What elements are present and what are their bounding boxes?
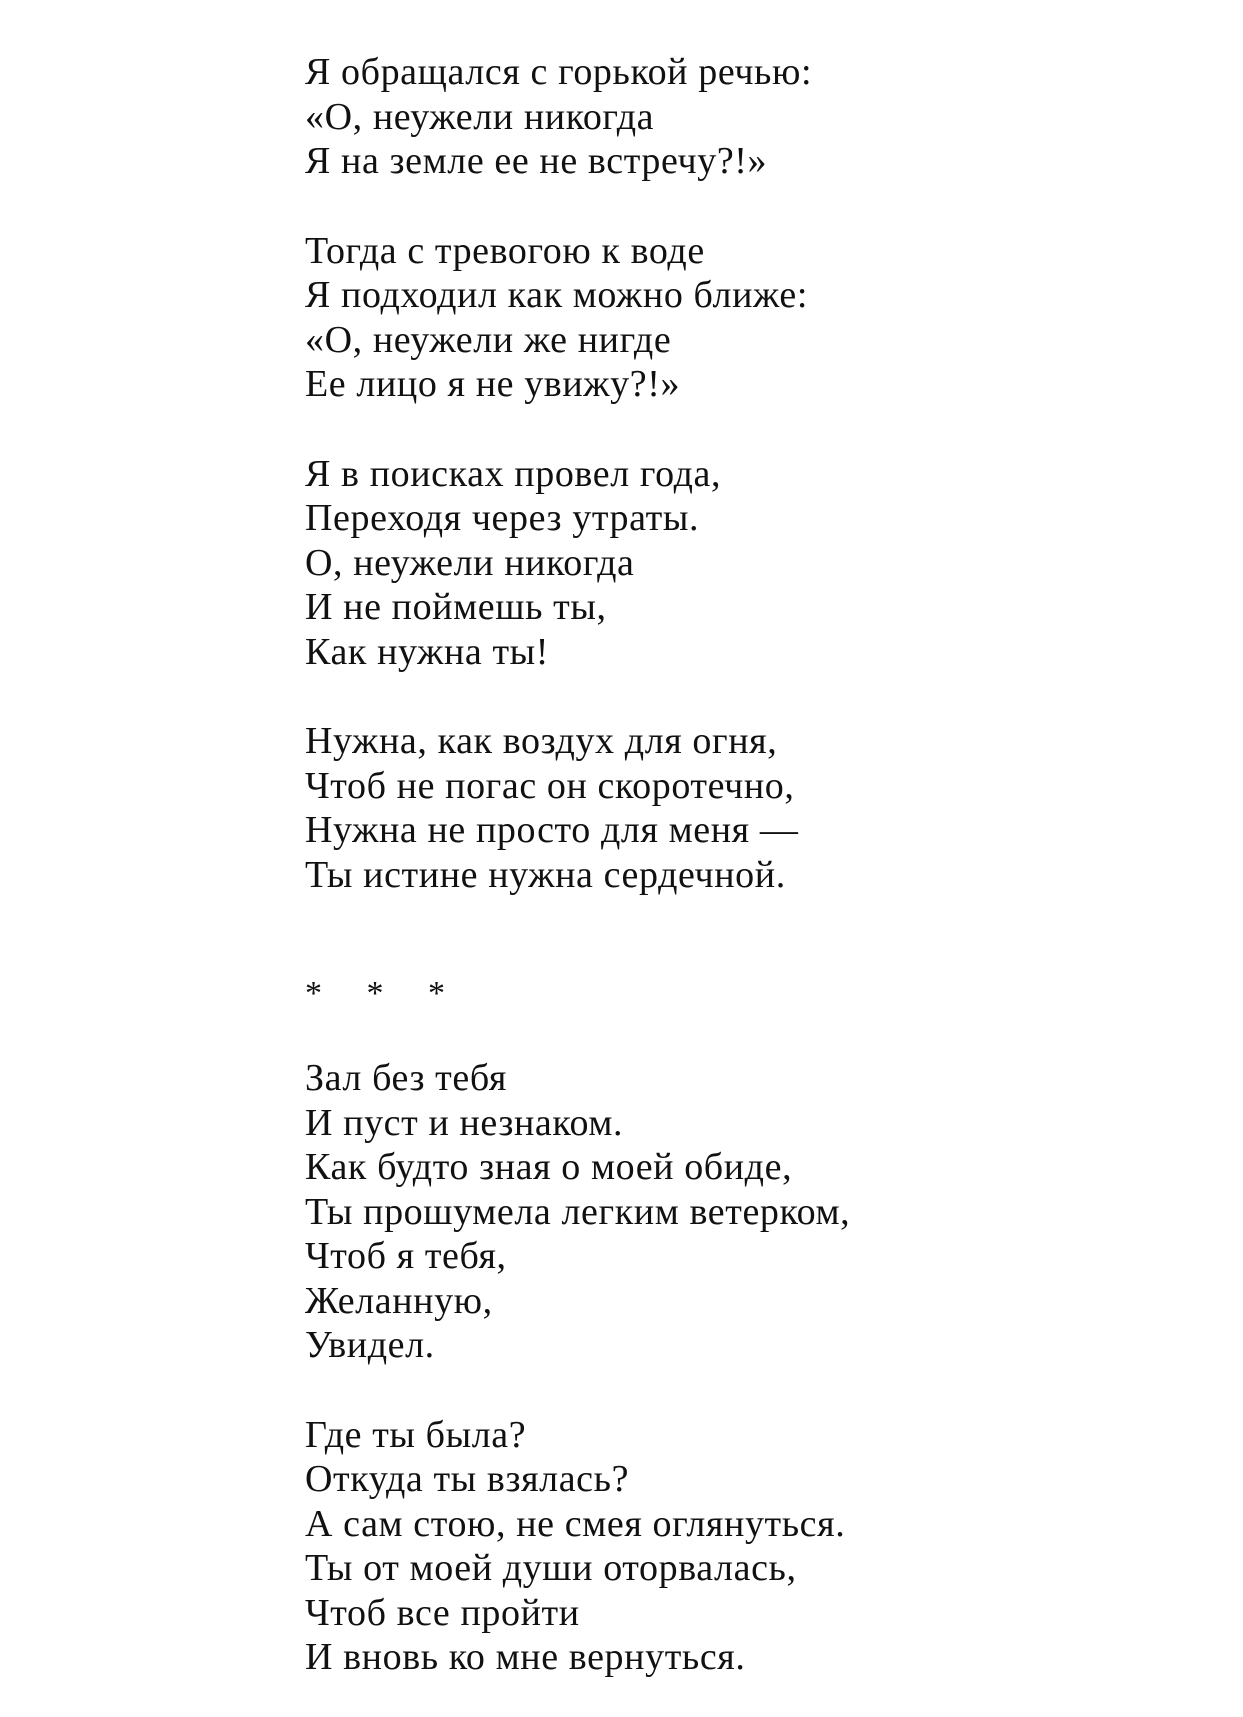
- poem-line: Чтоб не погас он скоротечно,: [305, 764, 795, 807]
- stanza-4: [305, 719, 1025, 897]
- section-separator: * * *: [305, 975, 463, 1012]
- stanza-1: [305, 50, 1025, 184]
- poem-line: И вновь ко мне вернуться.: [305, 1636, 746, 1678]
- poem-line: Чтоб я тебя,: [305, 1235, 507, 1277]
- poem-line: Нужна не просто для меня —: [305, 809, 799, 851]
- poem-line: Я подходил как можно ближе:: [305, 274, 808, 316]
- poem-line: И не поймешь ты,: [305, 586, 607, 628]
- poem-line: А сам стою, не смея оглянуться.: [305, 1502, 846, 1545]
- poem-line: Где ты была?: [305, 1413, 527, 1456]
- poem-line: Ее лицо я не увижу?!»: [305, 363, 681, 405]
- poem-column: [305, 50, 1025, 1680]
- poem-line: Желанную,: [305, 1279, 493, 1322]
- poem-line: Я обращался с горькой речью:: [305, 51, 813, 93]
- poem-line: Ты истине нужна сердечной.: [305, 853, 786, 896]
- poem-line: Тогда с тревогою к воде: [305, 229, 705, 272]
- poem-line: Зал без тебя: [305, 1057, 507, 1099]
- poem-line: Ты от моей души оторвалась,: [305, 1547, 797, 1589]
- poem-line: И пуст и незнаком.: [305, 1101, 624, 1144]
- poem-line: Я в поисках провел года,: [305, 452, 722, 495]
- poem-line: О, неужели никогда: [305, 541, 635, 584]
- poem-line: Нужна, как воздух для огня,: [305, 720, 778, 762]
- stanza-2: [305, 229, 1025, 407]
- poem-line: Как будто зная о моей обиде,: [305, 1146, 793, 1188]
- poem-line: «О, неужели никогда: [305, 95, 655, 138]
- poem-line: Ты прошумела легким ветерком,: [305, 1190, 851, 1233]
- poem-line: Увидел.: [305, 1324, 435, 1366]
- stanza-6: [305, 1413, 1025, 1680]
- poem-line: Чтоб все пройти: [305, 1591, 580, 1634]
- poem-line: Как нужна ты!: [305, 630, 550, 673]
- poem-line: Откуда ты взялась?: [305, 1458, 630, 1500]
- stanza-3: [305, 452, 1025, 675]
- poem-line: Я на земле ее не встречу?!»: [305, 140, 768, 182]
- poem-line: «О, неужели же нигде: [305, 318, 672, 361]
- stanza-5: [305, 1056, 1025, 1368]
- poem-line: Переходя через утраты.: [305, 497, 700, 539]
